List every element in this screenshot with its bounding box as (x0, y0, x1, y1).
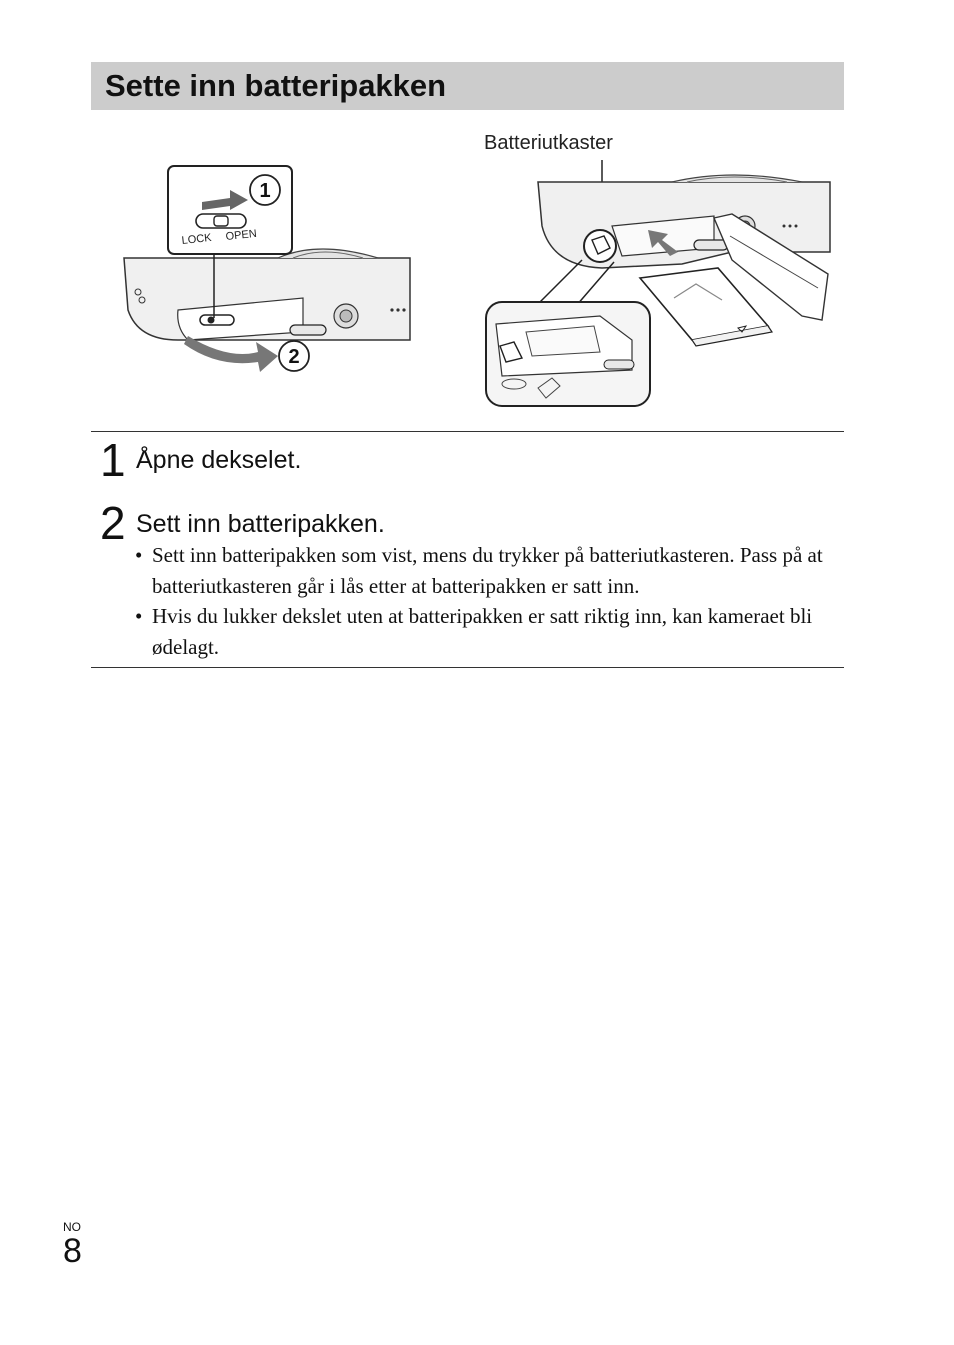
note-item: • Sett inn batteripakken som vist, mens du trykker på batteriutkasteren. Pass på at batteriutkasteren går i lås etter at batteripakken er satt inn. (135, 540, 835, 601)
svg-text:2: 2 (288, 346, 300, 368)
step-1-number: 1 (100, 434, 126, 486)
open-cover-illustration (118, 160, 414, 390)
steps-bottom-rule (91, 667, 844, 668)
step-2-number: 2 (100, 497, 126, 549)
battery-ejector-label: Batteriutkaster (484, 132, 613, 154)
camera-lens-edge (278, 249, 378, 258)
page-language: NO (63, 1220, 81, 1234)
note-item: • Hvis du lukker dekslet uten at batteripakken er satt riktig inn, kan kameraet bli ødelagt. (135, 601, 835, 662)
insert-battery-illustration (482, 156, 834, 412)
battery-pack (640, 268, 768, 340)
lock-label: LOCK (181, 231, 213, 247)
page-number: 8 (63, 1232, 82, 1270)
hdmi-port (694, 240, 728, 250)
step-2-notes (135, 540, 835, 662)
step-2-title: Sett inn batteripakken. (136, 510, 385, 538)
section-heading-bar (91, 62, 844, 110)
hdmi-port (290, 325, 326, 335)
open-label: OPEN (225, 227, 258, 243)
step-1-title: Åpne dekselet. (136, 446, 302, 474)
cover-lock-switch (200, 315, 234, 325)
section-title: Sette inn batteripakken (105, 68, 447, 103)
svg-text:1: 1 (259, 180, 271, 202)
steps-top-rule (91, 431, 844, 432)
swing-arrow (184, 336, 278, 372)
